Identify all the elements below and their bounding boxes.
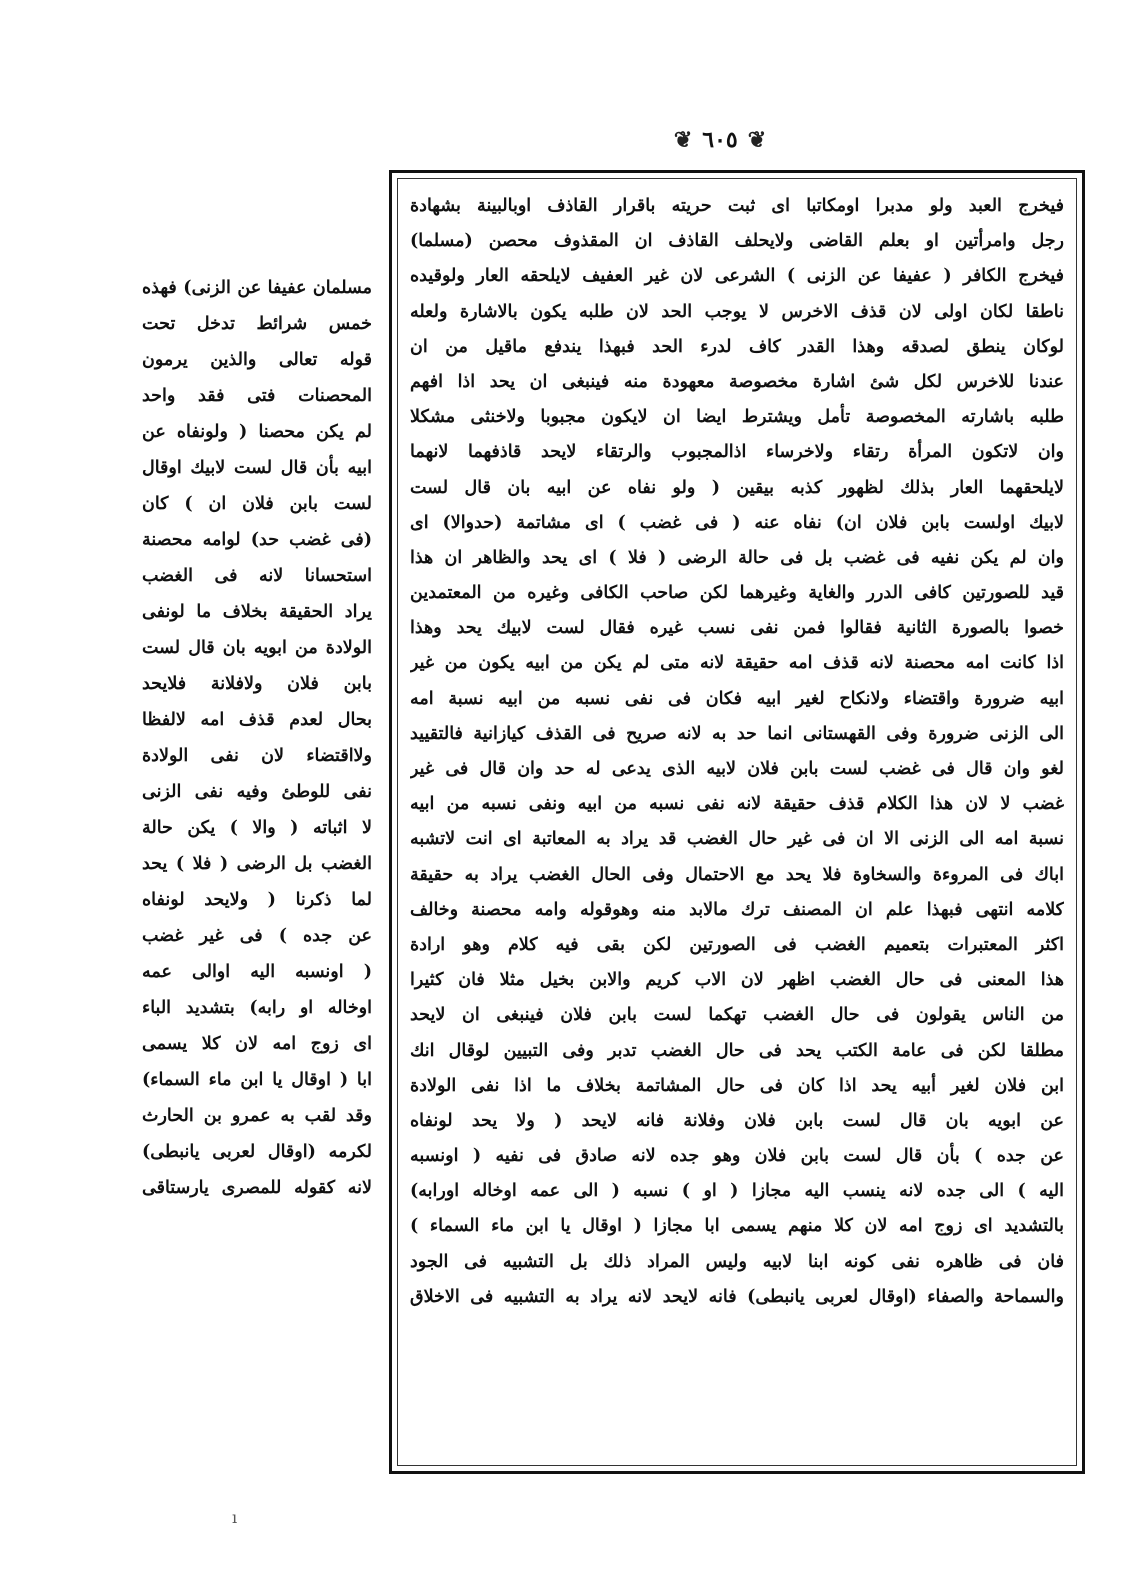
main-text-line: اباك فى المروءة والسخاوة فلا يحد مع الاحتمال وفى الحال الغضب يراد به حقيقة [410, 864, 1064, 885]
main-text-line: عن ابويه بان قال لست بابن فلان وفلانة فانه لايحد ( ولا يحد لونفاه [410, 1110, 1064, 1131]
margin-text-line: الولادة من ابويه بان قال لست [142, 638, 372, 658]
margin-text-line: لانه كقوله للمصرى يارستاقى [142, 1178, 372, 1198]
main-text-line: عن جده ) بأن قال لست بابن فلان وهو جده لانه صادق فى نفيه ( اونسبه [410, 1146, 1064, 1167]
margin-commentary [142, 270, 372, 1206]
main-text-line: الى الزنى ضرورة وفى القهستانى انما حد به لانه صريح فى القذف كيازانية فالتقييد [410, 723, 1064, 744]
main-text-line: ناطقا لكان اولى لان قذف الاخرس لا يوجب الحد لان طلبه يكون بالاشارة ولعله [410, 301, 1064, 322]
margin-text-line: بابن فلان ولافلانة فلايحد [142, 674, 372, 694]
main-text-line: غضب لا لان هذا الكلام قذف حقيقة لانه نفى نسبه من ابيه ونفى نسبه من ابيه [410, 794, 1064, 815]
main-text-line: نسبة امه الى الزنى الا ان فى غير حال الغضب قد يراد به المعاتبة اى انت لاتشبه [410, 829, 1064, 850]
ornament-right-icon: ❦ [747, 127, 767, 153]
main-text-line: فان فى ظاهره نفى كونه ابنا لابيه وليس المراد ذلك بل التشبيه فى الجود [410, 1251, 1064, 1272]
margin-text-line: اوخاله او رابه) بتشديد الباء [142, 998, 372, 1018]
margin-text-line: يراد الحقيقة بخلاف ما لونفى [142, 602, 372, 622]
margin-text-line: اى زوج امه لان كلا يسمى [142, 1034, 372, 1054]
stray-mark: ı [232, 1508, 238, 1527]
margin-text-line: عن جده ) فى غير غضب [142, 926, 372, 946]
main-text-line: خصوا بالصورة الثانية فقالوا فمن نفى نسب غيره فقال لست لابيك يحد وهذا [410, 618, 1064, 639]
margin-text-line: ابيه بأن قال لست لابيك اوقال [142, 458, 372, 478]
page-header [630, 122, 810, 158]
main-text-line: رجل وامرأتين او بعلم القاضى ولايحلف القاذف ان المقذوف محصن (مسلما) [410, 231, 1064, 252]
main-text-line: وان لاتكون المرأة رتقاء ولاخرساء اذالمجبوب والرتقاء لايحد قاذفهما لانهما [410, 442, 1064, 463]
main-text-line: اذا كانت امه محصنة لانه قذف امه حقيقة لانه متى لم يكن من ابيه يكون من غير [410, 653, 1064, 674]
margin-text-line: الغضب بل الرضى ( فلا ) يحد [142, 854, 372, 874]
main-text-line: هذا المعنى فى حال الغضب اظهر لان الاب كريم والابن بخيل مثلا فان كثيرا [410, 970, 1064, 991]
margin-text-line: ( اونسبه اليه اوالى عمه [142, 962, 372, 982]
main-text-body [397, 178, 1077, 1466]
margin-text-line: قوله تعالى والذين يرمون [142, 350, 372, 370]
margin-text-line: لم يكن محصنا ( ولونفاه عن [142, 422, 372, 442]
main-text-line: كلامه انتهى فبهذا علم ان المصنف ترك مالابد منه وهوقوله وامه محصنة وخالف [410, 899, 1064, 920]
margin-text-line: ابا ( اوقال يا ابن ماء السماء) [142, 1070, 372, 1090]
margin-text-line: استحسانا لانه فى الغضب [142, 566, 372, 586]
margin-text-line: لما ذكرنا ( ولايحد لونفاه [142, 890, 372, 910]
margin-text-line: بحال لعدم قذف امه لالفظا [142, 710, 372, 730]
main-text-line: لابيك اولست بابن فلان ان) نفاه عنه ( فى غضب ) اى مشاتمة (حدوالا) اى [410, 512, 1064, 533]
main-text-line: لوكان ينطق لصدقه وهذا القدر كاف لدرء الحد فبهذا يندفع ماقيل من ان [410, 336, 1064, 357]
main-text-line: فيخرج الكافر ( عفيفا عن الزنى ) الشرعى لان غير العفيف لايلحقه العار ولوقيده [410, 266, 1064, 287]
main-text-line: لغو وان قال فى غضب لست بابن فلان لابيه الذى يدعى له حد وان قال فى غير [410, 759, 1064, 779]
main-text-line: بالتشديد اى زوج امه لان كلا منهم يسمى ابا مجازا ( اوقال يا ابن ماء السماء ) [410, 1216, 1064, 1237]
main-text-line: اليه ) الى جده لانه ينسب اليه مجازا ( او ) نسبه ( الى عمه اوخاله اورابه) [410, 1181, 1064, 1202]
main-text-line: وان لم يكن نفيه فى غضب بل فى حالة الرضى ( فلا ) اى يحد والظاهر ان هذا [410, 547, 1064, 568]
main-text-line: والسماحة والصفاء (اوقال لعربى يانبطى) فانه لايحد لانه يراد به التشبيه فى الاخلاق [410, 1286, 1064, 1307]
margin-text-line: (فى غضب حد) لوامه محصنة [142, 530, 372, 550]
margin-text-line: نفى للوطئ وفيه نفى الزنى [142, 782, 372, 802]
main-text-line: اكثر المعتبرات بتعميم الغضب فى الصورتين لكن بقى فيه كلام وهو ارادة [410, 934, 1064, 955]
main-text-line: لايلحقهما العار بذلك لظهور كذبه بيقين ( ولو نفاه عن ابيه بان قال لست [410, 477, 1064, 498]
margin-text-line: مسلمان عفيفا عن الزنى) فهذه [142, 278, 372, 298]
margin-text-line: المحصنات فتى فقد واحد [142, 386, 372, 406]
main-text-line: فيخرج العبد ولو مدبرا اومكاتبا اى ثبت حريته باقرار القاذف اوبالبينة بشهادة [410, 196, 1064, 216]
main-text-line: ابيه ضرورة واقتضاء ولانكاح لغير ابيه فكان فى نفى نسبه من ابيه نسبة امه [410, 688, 1064, 709]
main-text-frame [389, 170, 1085, 1474]
margin-text-line: لكرمه (اوقال لعربى يانبطى) [142, 1142, 372, 1162]
ornament-left-icon: ❦ [673, 127, 693, 153]
main-text-line: ابن فلان لغير أبيه يحد اذا كان فى حال المشاتمة بخلاف ما اذا نفى الولادة [410, 1075, 1064, 1096]
margin-text-line: لا اثباته ( والا ) يكن حالة [142, 818, 372, 838]
margin-text-line: لست بابن فلان ان ) كان [142, 494, 372, 514]
main-text-line: قيد للصورتين كافى الدرر والغاية وغيرهما لكن صاحب الكافى وغيره من المعتمدين [410, 583, 1064, 604]
main-text-line: مطلقا لكن فى عامة الكتب يحد فى حال الغضب تدبر وفى التبيين لوقال انك [410, 1040, 1064, 1061]
margin-text-line: ولااقتضاء لان نفى الولادة [142, 746, 372, 766]
main-text-line: طلبه باشارته المخصوصة تأمل ويشترط ايضا ان لايكون مجبوبا ولاخنثى مشكلا [410, 407, 1064, 428]
margin-text-line: خمس شرائط تدخل تحت [142, 314, 372, 334]
main-text-line: عندنا للاخرس لكل شئ اشارة مخصوصة معهودة منه فينبغى ان يحد اذا افهم [410, 371, 1064, 392]
margin-text-line: وقد لقب به عمرو بن الحارث [142, 1106, 372, 1126]
page-number: ٦٠٥ [702, 127, 738, 153]
main-text-line: من الناس يقولون فى حال الغضب تهكما لست بابن فلان فينبغى ان لايحد [410, 1005, 1064, 1026]
